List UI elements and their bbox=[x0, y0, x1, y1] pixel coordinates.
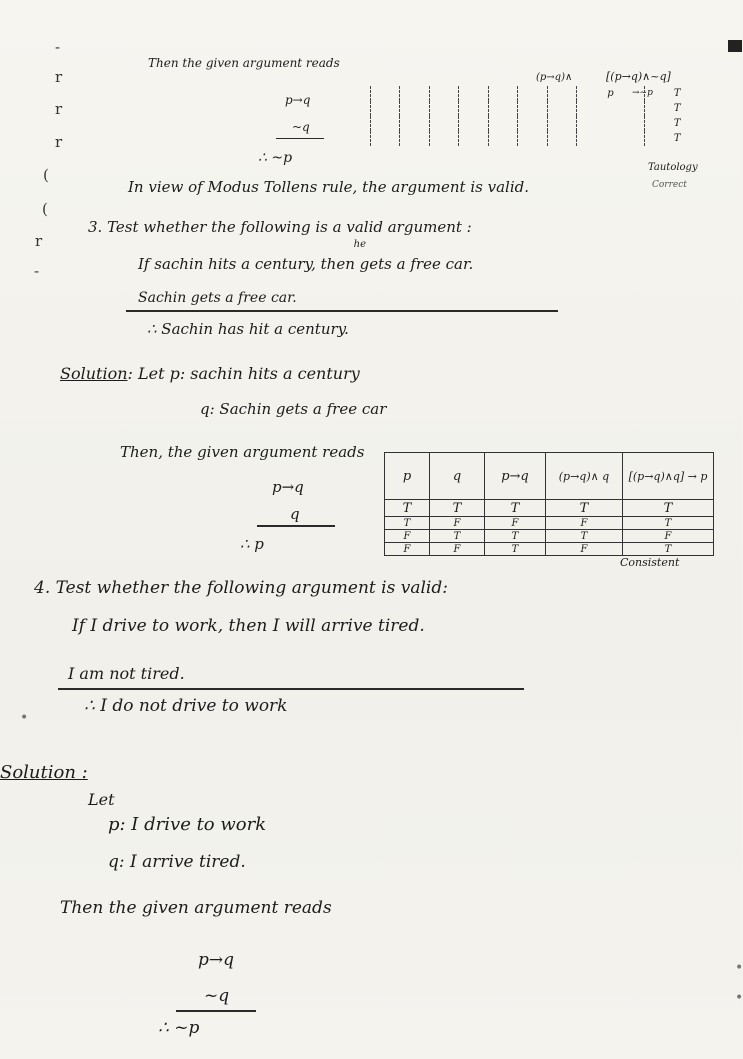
sol3-rule bbox=[257, 525, 335, 527]
sol3-let-p: : Let p: sachin hits a century bbox=[127, 364, 360, 383]
table-row: F F T F T bbox=[385, 543, 714, 556]
stray-mark: • bbox=[20, 710, 29, 726]
sol4-premise2: ~q bbox=[204, 986, 230, 1006]
sol3-line1 bbox=[60, 364, 360, 383]
sec1-correct-note: Correct bbox=[652, 180, 687, 190]
col-header: q bbox=[430, 453, 485, 500]
page-corner-mark bbox=[728, 40, 742, 52]
sec1-header-main: [(p→q)∧~q] bbox=[606, 70, 671, 83]
margin-mark: ( bbox=[43, 166, 49, 184]
q3-line1 bbox=[138, 239, 474, 273]
q4-rule bbox=[58, 688, 524, 690]
margin-mark: r bbox=[55, 68, 63, 86]
table-row: T bbox=[371, 131, 711, 146]
col-header: p→q bbox=[485, 453, 546, 500]
table-row: T bbox=[371, 101, 711, 116]
sol3-label: Solution bbox=[60, 364, 128, 383]
margin-mark: - bbox=[34, 262, 40, 280]
table-row: T bbox=[371, 116, 711, 131]
table-row: T T T T T bbox=[385, 500, 714, 517]
sec1-remark: In view of Modus Tollens rule, the argument is valid. bbox=[128, 178, 530, 196]
sec1-premise2: ~q bbox=[292, 120, 310, 134]
table-header-row bbox=[385, 453, 714, 500]
table-row: F T T T F bbox=[385, 530, 714, 543]
table-row: p T bbox=[371, 86, 711, 101]
q4-line1: If I drive to work, then I will arrive tired. bbox=[72, 616, 425, 636]
margin-mark: ( bbox=[42, 200, 48, 218]
sol3-premise2: q bbox=[290, 505, 300, 523]
sol3-premise1: p→q bbox=[272, 478, 304, 496]
margin-mark: r bbox=[55, 133, 63, 151]
sol4-label: Solution : bbox=[0, 762, 88, 783]
q4-line2: I am not tired. bbox=[68, 664, 185, 683]
q3-insert: he bbox=[353, 239, 367, 250]
margin-mark: - bbox=[55, 38, 61, 56]
sol4-conclusion: ∴ ~p bbox=[158, 1018, 200, 1038]
sec1-tautology-note: Tautology bbox=[648, 162, 698, 173]
q3-heading: 3. Test whether the following is a valid argument : bbox=[88, 218, 472, 236]
col-header: p bbox=[385, 453, 430, 500]
col-header: (p→q)∧ q bbox=[546, 453, 623, 500]
q3-line1-end: gets a free car. bbox=[359, 255, 474, 273]
q4-heading: 4. Test whether the following argument is valid: bbox=[34, 578, 448, 598]
edge-mark: • bbox=[735, 990, 743, 1006]
q3-conclusion: ∴ Sachin has hit a century. bbox=[147, 320, 349, 338]
sec1-rule bbox=[276, 138, 324, 139]
edge-mark: • bbox=[735, 960, 743, 976]
margin-mark: r bbox=[35, 232, 43, 250]
col-header: [(p→q)∧q] → p bbox=[623, 453, 714, 500]
sol3-truth-table bbox=[384, 452, 714, 556]
q3-rule bbox=[126, 310, 558, 312]
sec1-truth-table bbox=[370, 86, 710, 146]
sec1-conclusion: ∴ ~p bbox=[258, 150, 293, 166]
q3-line1-start: If sachin hits a century, then bbox=[138, 255, 355, 273]
q3-line2: Sachin gets a free car. bbox=[138, 290, 297, 306]
sec1-header-sub: →~p bbox=[632, 88, 653, 98]
sol4-let: Let bbox=[88, 790, 115, 809]
sec1-premise1: p→q bbox=[285, 93, 311, 107]
sol4-intro: Then the given argument reads bbox=[60, 898, 332, 918]
sec1-intro: Then the given argument reads bbox=[148, 56, 340, 70]
sol4-premise1: p→q bbox=[198, 950, 235, 970]
sol3-intro: Then, the given argument reads bbox=[120, 443, 365, 461]
sol3-let-q: q: Sachin gets a free car bbox=[200, 400, 387, 418]
sol4-let-p: p: I drive to work bbox=[108, 814, 267, 835]
sol4-rule bbox=[176, 1010, 256, 1012]
sol3-conclusion: ∴ p bbox=[240, 535, 264, 553]
sol3-consistent-note: Consistent bbox=[620, 556, 680, 569]
sec1-header-partial: (p→q)∧ bbox=[536, 72, 573, 83]
table-row: T F F F T bbox=[385, 517, 714, 530]
sol4-let-q: q: I arrive tired. bbox=[108, 852, 246, 872]
margin-mark: r bbox=[55, 100, 63, 118]
q4-conclusion: ∴ I do not drive to work bbox=[84, 696, 288, 716]
